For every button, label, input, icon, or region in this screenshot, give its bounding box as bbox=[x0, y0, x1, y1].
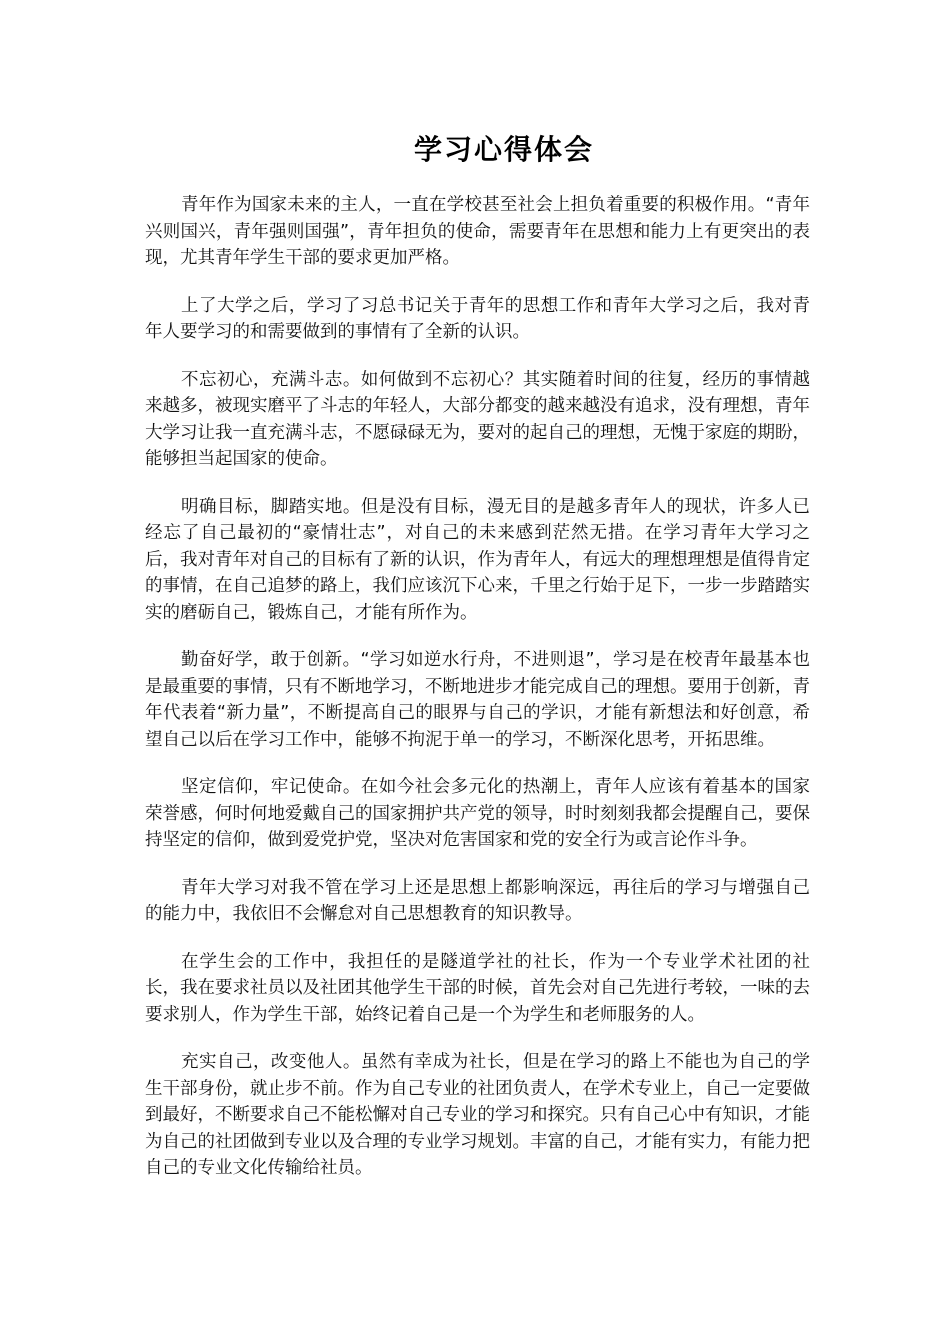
document-title: 学习心得体会 bbox=[413, 133, 594, 166]
paragraph: 上了大学之后，学习了习总书记关于青年的思想工作和青年大学习之后，我对青年人要学习的和需要做到的事情有了全新的认识。 bbox=[145, 295, 810, 342]
paragraph: 明确目标，脚踏实地。但是没有目标，漫无目的是越多青年人的现状，许多人已经忘了自己最初的“豪情壮志”，对自己的未来感到茫然无措。在学习青年大学习之后，我对青年对自己的目标有了新的认识，作为青年人，有远大的理想理想是值得肯定的事情，在自己追梦的路上，我们应该沉下心来，千里之行始于足下，一步一步踏踏实实的磨砺自己，锻炼自己，才能有所作为。 bbox=[145, 496, 810, 623]
document-body bbox=[145, 192, 810, 1203]
paragraph: 坚定信仰，牢记使命。在如今社会多元化的热潮上，青年人应该有着基本的国家荣誉感，何时何地爱戴自己的国家拥护共产党的领导，时时刻刻我都会提醒自己，要保持坚定的信仰，做到爱党护党，坚决对危害国家和党的安全行为或言论作斗争。 bbox=[145, 777, 810, 850]
paragraph: 青年大学习对我不管在学习上还是思想上都影响深远，再往后的学习与增强自己的能力中，我依旧不会懈怠对自己思想教育的知识教导。 bbox=[145, 877, 810, 924]
paragraph: 青年作为国家未来的主人，一直在学校甚至社会上担负着重要的积极作用。“青年兴则国兴，青年强则国强”，青年担负的使命，需要青年在思想和能力上有更突出的表现，尤其青年学生干部的要求更加严格。 bbox=[145, 195, 810, 268]
paragraph: 在学生会的工作中，我担任的是隧道学社的社长，作为一个专业学术社团的社长，我在要求社员以及社团其他学生干部的时候，首先会对自己先进行考较，一味的去要求别人，作为学生干部，始终记着自己是一个为学生和老师服务的人。 bbox=[145, 951, 810, 1025]
paragraph: 充实自己，改变他人。虽然有幸成为社长，但是在学习的路上不能也为自己的学生干部身份，就止步不前。作为自己专业的社团负责人，在学术专业上，自己一定要做到最好，不断要求自己不能松懈对自己专业的学习和探究。只有自己心中有知识，才能为自己的社团做到专业以及合理的专业学习规划。丰富的自己，才能有实力，有能力把自己的专业文化传输给社员。 bbox=[145, 1052, 810, 1178]
paragraph: 不忘初心，充满斗志。如何做到不忘初心？其实随着时间的往复，经历的事情越来越多，被现实磨平了斗志的年轻人，大部分都变的越来越没有追求，没有理想，青年大学习让我一直充满斗志，不愿碌碌无为，要对的起自己的理想，无愧于家庭的期盼，能够担当起国家的使命。 bbox=[145, 369, 810, 469]
paragraph: 勤奋好学，敢于创新。“学习如逆水行舟，不进则退”，学习是在校青年最基本也是最重要的事情，只有不断地学习，不断地进步才能完成自己的理想。要用于创新，青年代表着“新力量”，不断提高自己的眼界与自己的学识，才能有新想法和好创意，希望自己以后在学习工作中，能够不拘泥于单一的学习，不断深化思考，开拓思维。 bbox=[145, 650, 810, 750]
